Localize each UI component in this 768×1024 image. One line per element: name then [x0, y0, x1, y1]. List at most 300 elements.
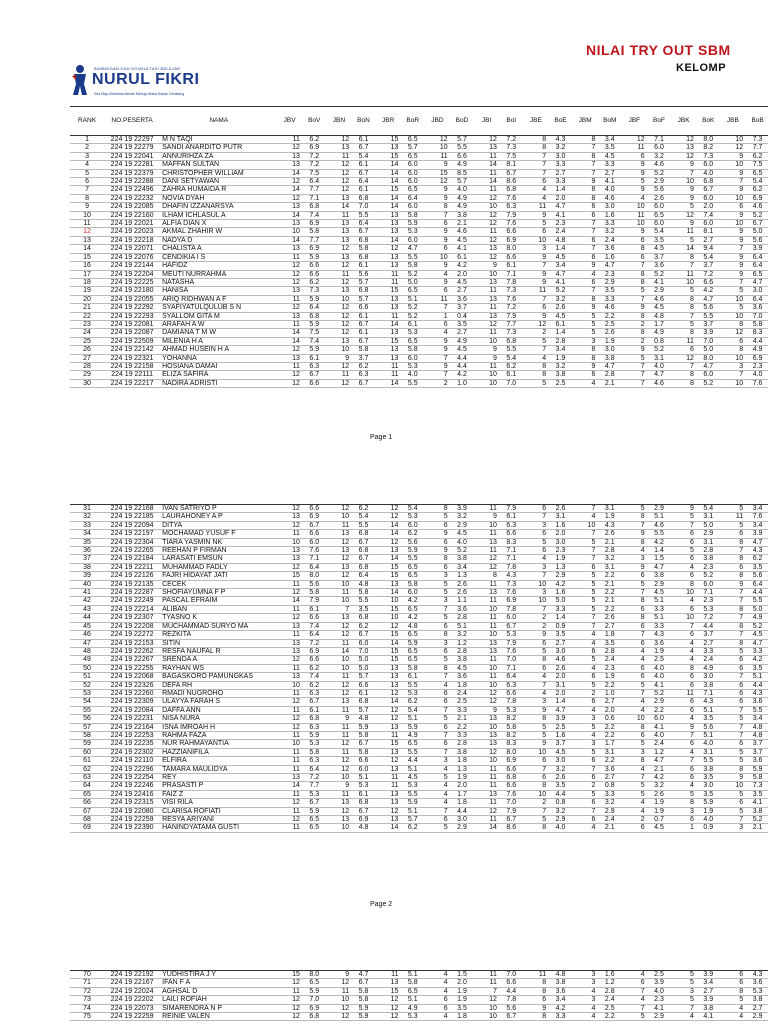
- score-cell: 1.7: [450, 790, 475, 798]
- score-cell: 6.5: [400, 605, 425, 613]
- score-cell: 13: [277, 639, 302, 647]
- score-cell: 5: [573, 580, 598, 588]
- score-cell: 5.0: [351, 664, 376, 672]
- rank-cell: 50: [70, 664, 104, 672]
- score-cell: 6.4: [745, 253, 768, 261]
- rank-cell: 53: [70, 689, 104, 697]
- name-cell: ISNA IMROAH H: [160, 723, 277, 731]
- score-cell: 4.2: [450, 371, 475, 379]
- score-cell: 11: [327, 589, 352, 597]
- score-cell: 3.7: [450, 304, 475, 312]
- score-cell: 2.8: [450, 740, 475, 748]
- score-cell: 9: [425, 161, 450, 169]
- score-cell: 11: [376, 312, 401, 320]
- rank-cell: 26: [70, 346, 104, 354]
- score-cell: 6: [573, 211, 598, 219]
- score-cell: 5: [524, 538, 549, 546]
- score-cell: 12: [376, 757, 401, 765]
- score-cell: 10: [721, 354, 746, 362]
- score-cell: 5: [573, 320, 598, 328]
- score-cell: 2.3: [597, 664, 622, 672]
- score-cell: 2.6: [597, 530, 622, 538]
- score-cell: 6.2: [499, 362, 524, 370]
- score-cell: 4.4: [745, 337, 768, 345]
- score-cell: 11: [622, 144, 647, 152]
- score-cell: 4: [573, 513, 598, 521]
- score-cell: 6.8: [351, 530, 376, 538]
- score-cell: 11: [277, 689, 302, 697]
- name-cell: LARASATI EMSUN: [160, 555, 277, 563]
- score-cell: 4.6: [450, 228, 475, 236]
- score-cell: 2.8: [597, 647, 622, 655]
- score-cell: 4: [573, 379, 598, 387]
- name-cell: AHMAD HUSEIN H A: [160, 346, 277, 354]
- score-cell: 6.1: [400, 320, 425, 328]
- score-cell: 7.2: [302, 639, 327, 647]
- score-cell: 4.5: [548, 253, 573, 261]
- table-row: [70, 337, 768, 345]
- score-cell: 15: [376, 337, 401, 345]
- score-cell: 6.2: [351, 622, 376, 630]
- score-cell: 4.5: [548, 312, 573, 320]
- score-cell: 7: [671, 521, 696, 529]
- score-cell: 12: [474, 320, 499, 328]
- score-cell: 9: [327, 971, 352, 979]
- score-cell: 11: [474, 228, 499, 236]
- score-cell: 13: [474, 538, 499, 546]
- score-cell: 6.0: [400, 169, 425, 177]
- score-cell: 13: [277, 312, 302, 320]
- table-row: [70, 723, 768, 731]
- score-cell: 8: [622, 723, 647, 731]
- score-cell: 1.9: [696, 807, 721, 815]
- score-cell: 12: [474, 748, 499, 756]
- score-cell: 1.8: [450, 799, 475, 807]
- rank-cell: 6: [70, 178, 104, 186]
- score-cell: 5: [622, 782, 647, 790]
- score-cell: 9: [721, 211, 746, 219]
- score-cell: 8: [622, 329, 647, 337]
- score-cell: 11: [327, 731, 352, 739]
- score-cell: 5.7: [351, 295, 376, 303]
- score-cell: 6.2: [745, 152, 768, 160]
- score-cell: 0.8: [548, 799, 573, 807]
- score-cell: 7: [573, 245, 598, 253]
- score-cell: 6: [573, 371, 598, 379]
- rank-cell: 28: [70, 362, 104, 370]
- score-cell: 4.3: [745, 689, 768, 697]
- score-cell: 6: [622, 824, 647, 832]
- score-cell: 1: [425, 312, 450, 320]
- score-cell: 8: [524, 824, 549, 832]
- score-cell: 5: [671, 236, 696, 244]
- score-cell: 8: [721, 765, 746, 773]
- score-cell: 7: [524, 262, 549, 270]
- score-cell: 4: [524, 186, 549, 194]
- score-cell: 12: [277, 278, 302, 286]
- score-cell: 12: [671, 152, 696, 160]
- score-cell: 3.1: [696, 513, 721, 521]
- score-cell: 3.0: [548, 152, 573, 160]
- name-cell: FAJRI HIDAYAT JATI: [160, 572, 277, 580]
- score-cell: 3: [573, 971, 598, 979]
- score-cell: 7.0: [351, 647, 376, 655]
- score-cell: 13: [474, 278, 499, 286]
- score-cell: 5.5: [647, 530, 672, 538]
- score-cell: 6.6: [302, 505, 327, 513]
- score-cell: 6.7: [302, 521, 327, 529]
- score-cell: 6: [524, 774, 549, 782]
- score-cell: 5.2: [400, 270, 425, 278]
- score-cell: 13: [327, 337, 352, 345]
- score-cell: 6.6: [499, 253, 524, 261]
- score-cell: 11: [671, 337, 696, 345]
- score-cell: 3.2: [548, 362, 573, 370]
- score-cell: 7.7: [745, 144, 768, 152]
- score-cell: 7.1: [302, 555, 327, 563]
- score-cell: 4.0: [647, 987, 672, 995]
- score-cell: 3.6: [647, 262, 672, 270]
- name-cell: BAGASKORO PAMUNGKAS: [160, 673, 277, 681]
- rank-cell: 18: [70, 278, 104, 286]
- score-cell: 12: [474, 211, 499, 219]
- score-cell: 5.7: [450, 178, 475, 186]
- score-cell: 7: [671, 262, 696, 270]
- score-cell: 2.4: [597, 996, 622, 1004]
- score-cell: 5.5: [351, 521, 376, 529]
- score-cell: 11: [524, 203, 549, 211]
- participant-number-cell: 224 19 22231: [104, 715, 160, 723]
- score-cell: 8: [671, 580, 696, 588]
- score-cell: 5: [622, 287, 647, 295]
- name-cell: HANISA: [160, 287, 277, 295]
- score-cell: 12: [277, 979, 302, 987]
- score-cell: 6.8: [351, 698, 376, 706]
- score-cell: 12: [277, 698, 302, 706]
- table-row: [70, 530, 768, 538]
- score-cell: 15: [376, 152, 401, 160]
- score-cell: 11: [425, 152, 450, 160]
- name-cell: IVAN SATRIYO P: [160, 505, 277, 513]
- score-cell: 4.6: [745, 203, 768, 211]
- score-cell: 5: [573, 723, 598, 731]
- score-cell: 5.0: [696, 521, 721, 529]
- score-cell: 3.3: [548, 605, 573, 613]
- score-cell: 6: [671, 572, 696, 580]
- score-cell: 8: [425, 664, 450, 672]
- rank-cell: 9: [70, 203, 104, 211]
- name-cell: DANI SETYAWAN: [160, 178, 277, 186]
- score-cell: 2.7: [597, 774, 622, 782]
- score-cell: 4: [573, 270, 598, 278]
- score-cell: 8.2: [499, 715, 524, 723]
- rank-cell: 70: [70, 971, 104, 979]
- score-cell: 5.8: [302, 228, 327, 236]
- table-row: [70, 144, 768, 152]
- score-cell: 4: [622, 547, 647, 555]
- score-cell: 2.9: [647, 178, 672, 186]
- score-cell: 8: [425, 203, 450, 211]
- score-cell: 6.7: [351, 555, 376, 563]
- score-cell: 6.5: [745, 270, 768, 278]
- score-cell: 6.3: [302, 757, 327, 765]
- score-cell: 4.7: [351, 971, 376, 979]
- score-cell: 7.7: [302, 186, 327, 194]
- score-cell: 6.3: [351, 371, 376, 379]
- score-cell: 6.0: [351, 765, 376, 773]
- score-cell: 9: [524, 270, 549, 278]
- score-cell: 9: [327, 715, 352, 723]
- score-cell: 7: [524, 807, 549, 815]
- score-cell: 4.5: [450, 664, 475, 672]
- score-cell: 14: [671, 245, 696, 253]
- score-cell: 7: [622, 262, 647, 270]
- score-cell: 3.8: [647, 572, 672, 580]
- score-cell: 5.0: [745, 228, 768, 236]
- table-row: [70, 774, 768, 782]
- score-cell: 4.5: [745, 631, 768, 639]
- score-cell: 6: [622, 622, 647, 630]
- score-cell: 8.6: [499, 178, 524, 186]
- score-cell: 9: [425, 547, 450, 555]
- score-cell: 6.1: [499, 371, 524, 379]
- score-cell: 7: [573, 505, 598, 513]
- score-cell: 4.6: [597, 304, 622, 312]
- score-cell: 4.3: [745, 547, 768, 555]
- score-cell: 10: [474, 521, 499, 529]
- score-cell: 11: [327, 211, 352, 219]
- rank-cell: 8: [70, 194, 104, 202]
- score-cell: 2.7: [696, 236, 721, 244]
- score-cell: 2.3: [597, 270, 622, 278]
- score-cell: 5: [573, 589, 598, 597]
- score-cell: 12: [277, 262, 302, 270]
- score-cell: 14: [474, 161, 499, 169]
- score-cell: 6: [671, 681, 696, 689]
- score-cell: 7: [721, 245, 746, 253]
- score-cell: 14: [376, 236, 401, 244]
- score-cell: 6: [622, 673, 647, 681]
- name-cell: MEUTI NURRAHMA: [160, 270, 277, 278]
- score-cell: 9: [721, 580, 746, 588]
- score-cell: 12: [474, 555, 499, 563]
- score-cell: 11: [671, 689, 696, 697]
- score-cell: 5: [671, 996, 696, 1004]
- score-cell: 6: [622, 152, 647, 160]
- score-cell: 9: [524, 278, 549, 286]
- score-cell: 6: [721, 203, 746, 211]
- score-cell: 12: [474, 807, 499, 815]
- score-cell: 4: [425, 329, 450, 337]
- score-cell: 2.4: [647, 740, 672, 748]
- score-cell: 3.3: [548, 178, 573, 186]
- score-cell: 11: [376, 731, 401, 739]
- score-cell: 13: [376, 346, 401, 354]
- name-cell: CECEK: [160, 580, 277, 588]
- score-cell: 9: [721, 270, 746, 278]
- score-cell: 13: [277, 555, 302, 563]
- score-cell: 9: [425, 236, 450, 244]
- score-cell: 7: [671, 312, 696, 320]
- score-cell: 5.5: [696, 312, 721, 320]
- participant-number-cell: 224 19 22509: [104, 337, 160, 345]
- rank-cell: 15: [70, 253, 104, 261]
- score-cell: 7: [671, 731, 696, 739]
- score-cell: 3.2: [597, 228, 622, 236]
- score-cell: 3.1: [548, 513, 573, 521]
- score-cell: 12: [277, 144, 302, 152]
- score-cell: 6.7: [351, 337, 376, 345]
- score-cell: 2.9: [745, 1013, 768, 1021]
- score-cell: 4: [622, 971, 647, 979]
- score-cell: 6.0: [647, 715, 672, 723]
- score-cell: 6: [671, 555, 696, 563]
- score-cell: 1.6: [597, 971, 622, 979]
- score-cell: 6: [671, 706, 696, 714]
- score-cell: 4.8: [548, 236, 573, 244]
- participant-number-cell: 224 19 22023: [104, 228, 160, 236]
- score-cell: 11: [474, 186, 499, 194]
- score-cell: 7.6: [499, 220, 524, 228]
- score-cell: 6.0: [351, 639, 376, 647]
- score-cell: 13: [277, 673, 302, 681]
- score-cell: 6.2: [351, 362, 376, 370]
- score-cell: 12: [721, 329, 746, 337]
- score-cell: 1.5: [647, 555, 672, 563]
- score-cell: 12: [376, 538, 401, 546]
- table-row: [70, 816, 768, 824]
- score-cell: 7: [622, 689, 647, 697]
- score-cell: 6.0: [647, 203, 672, 211]
- score-cell: 2.0: [450, 979, 475, 987]
- score-cell: 2.0: [548, 194, 573, 202]
- rank-cell: 35: [70, 538, 104, 546]
- score-cell: 6.1: [499, 513, 524, 521]
- score-cell: 3.3: [450, 706, 475, 714]
- rank-cell: 39: [70, 572, 104, 580]
- score-cell: 11: [474, 971, 499, 979]
- score-cell: 13: [327, 287, 352, 295]
- score-cell: 6: [721, 698, 746, 706]
- table-row: [70, 639, 768, 647]
- score-cell: 5.6: [647, 186, 672, 194]
- score-cell: 5: [573, 597, 598, 605]
- score-cell: 1.3: [548, 563, 573, 571]
- score-cell: 6.0: [647, 220, 672, 228]
- score-cell: 12: [327, 262, 352, 270]
- column-header: JBN: [327, 107, 352, 136]
- score-cell: 4.1: [548, 211, 573, 219]
- score-cell: 5.7: [400, 816, 425, 824]
- score-cell: 7: [573, 807, 598, 815]
- score-cell: 6: [573, 698, 598, 706]
- score-cell: 11: [277, 765, 302, 773]
- table-row: [70, 362, 768, 370]
- table-row: [70, 312, 768, 320]
- rank-cell: 57: [70, 723, 104, 731]
- score-cell: 9: [474, 346, 499, 354]
- score-cell: 12: [277, 656, 302, 664]
- table-row: [70, 631, 768, 639]
- score-cell: 5.9: [696, 799, 721, 807]
- page-subtitle: KELOMP: [676, 62, 727, 74]
- score-cell: 5.3: [400, 782, 425, 790]
- score-cell: 3.4: [696, 979, 721, 987]
- score-cell: 5.5: [400, 555, 425, 563]
- score-cell: 3.8: [450, 656, 475, 664]
- score-cell: 6.9: [499, 236, 524, 244]
- score-cell: 5.7: [351, 673, 376, 681]
- score-cell: 6.9: [302, 513, 327, 521]
- participant-number-cell: 224 19 22321: [104, 354, 160, 362]
- score-cell: 5: [524, 816, 549, 824]
- score-cell: 5: [671, 320, 696, 328]
- score-cell: 7.8: [499, 605, 524, 613]
- score-cell: 6.0: [647, 144, 672, 152]
- rank-cell: 44: [70, 614, 104, 622]
- score-cell: 3.8: [745, 996, 768, 1004]
- score-cell: 14: [376, 639, 401, 647]
- score-cell: 7.2: [499, 136, 524, 144]
- score-cell: 4.1: [450, 245, 475, 253]
- table-row: [70, 538, 768, 546]
- score-cell: 6: [573, 816, 598, 824]
- score-cell: 11: [474, 622, 499, 630]
- score-cell: 6.4: [351, 572, 376, 580]
- score-cell: 1.9: [450, 987, 475, 995]
- name-cell: ANNURIHZA ZA: [160, 152, 277, 160]
- score-cell: 7.2: [302, 152, 327, 160]
- score-cell: 4.2: [400, 597, 425, 605]
- table-row: [70, 782, 768, 790]
- score-cell: 2.5: [548, 379, 573, 387]
- name-cell: REINIE VALEN: [160, 1013, 277, 1021]
- score-cell: 5: [721, 304, 746, 312]
- score-cell: 7: [425, 605, 450, 613]
- score-cell: 7.4: [302, 337, 327, 345]
- score-cell: 4.7: [745, 639, 768, 647]
- participant-number-cell: 224 19 22307: [104, 614, 160, 622]
- score-cell: 4: [425, 979, 450, 987]
- score-cell: 7.5: [302, 169, 327, 177]
- score-cell: 7: [622, 379, 647, 387]
- score-cell: 11: [524, 287, 549, 295]
- score-cell: 14: [327, 203, 352, 211]
- column-header: NAMA: [160, 107, 277, 136]
- score-cell: 2.6: [548, 774, 573, 782]
- score-cell: 13: [277, 161, 302, 169]
- score-cell: 12: [474, 253, 499, 261]
- score-cell: 9: [425, 530, 450, 538]
- score-cell: 4: [671, 782, 696, 790]
- score-cell: 13: [376, 765, 401, 773]
- score-cell: 6.8: [696, 178, 721, 186]
- score-cell: 3.5: [548, 782, 573, 790]
- score-cell: 13: [277, 245, 302, 253]
- score-cell: 9: [721, 236, 746, 244]
- score-cell: 4.7: [647, 757, 672, 765]
- score-cell: 11: [277, 362, 302, 370]
- score-cell: 12: [425, 136, 450, 144]
- score-cell: 5.6: [302, 580, 327, 588]
- score-cell: 4.4: [696, 622, 721, 630]
- participant-number-cell: 224 19 22126: [104, 572, 160, 580]
- score-cell: 7: [573, 765, 598, 773]
- score-cell: 12: [474, 689, 499, 697]
- rank-cell: 3: [70, 152, 104, 160]
- score-cell: 10: [327, 774, 352, 782]
- rank-cell: 38: [70, 563, 104, 571]
